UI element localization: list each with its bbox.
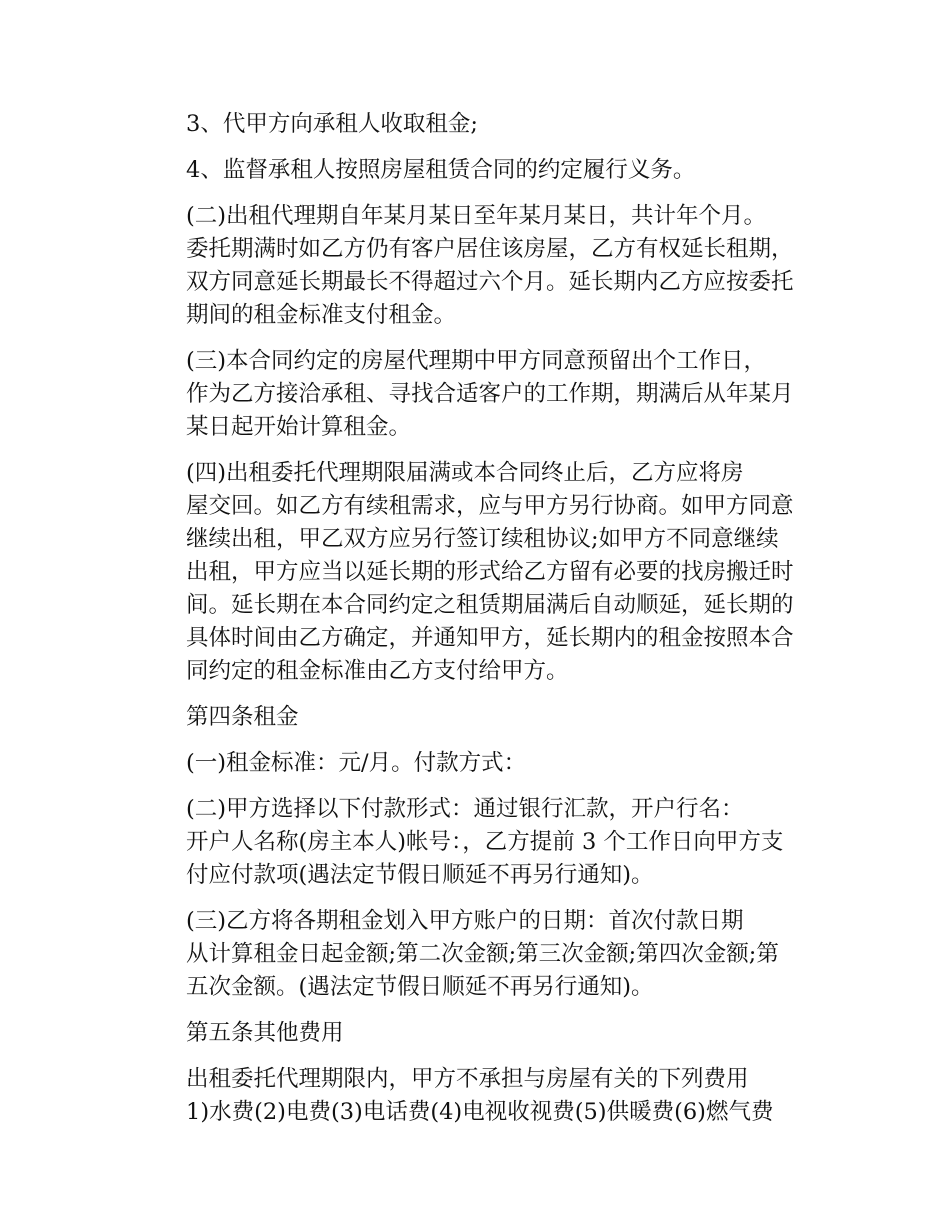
section-heading bbox=[141, 1017, 821, 1050]
text-line: 期间的租金标准支付租金。 bbox=[186, 302, 457, 328]
paragraph bbox=[141, 747, 821, 780]
paragraph bbox=[141, 793, 821, 892]
paragraph bbox=[141, 1063, 821, 1129]
paragraph bbox=[141, 200, 821, 332]
text-line: (一)租金标准：元/月。付款方式： bbox=[186, 750, 527, 776]
text-line: 继续出租，甲乙双方应另行签订续租协议;如甲方不同意继续 bbox=[186, 526, 779, 552]
text-line: 开户人名称(房主本人)帐号：，乙方提前 3 个工作日向甲方支 bbox=[186, 829, 784, 855]
text-line: 付应付款项(遇法定节假日顺延不再另行通知)。 bbox=[186, 862, 654, 888]
paragraph bbox=[141, 457, 821, 688]
text-line: 3、代甲方向承租人收取租金; bbox=[186, 111, 478, 137]
text-line: (二)甲方选择以下付款形式：通过银行汇款，开户行名： bbox=[186, 796, 744, 822]
paragraph bbox=[141, 905, 821, 1004]
text-line: 第四条租金 bbox=[186, 704, 299, 730]
text-line: 第五条其他费用 bbox=[186, 1020, 344, 1046]
section-heading bbox=[141, 701, 821, 734]
text-line: 4、监督承租人按照房屋租赁合同的约定履行义务。 bbox=[186, 157, 696, 183]
text-line: 从计算租金日起金额;第二次金额;第三次金额;第四次金额;第 bbox=[186, 941, 779, 967]
document-page bbox=[141, 108, 821, 1142]
text-line: (三)本合同约定的房屋代理期中甲方同意预留出个工作日， bbox=[186, 348, 767, 374]
text-line: 同约定的租金标准由乙方支付给甲方。 bbox=[186, 658, 569, 684]
text-line: (二)出租代理期自年某月某日至年某月某日，共计年个月。 bbox=[186, 203, 767, 229]
text-line: 某日起开始计算租金。 bbox=[186, 414, 412, 440]
text-line: 具体时间由乙方确定，并通知甲方，延长期内的租金按照本合 bbox=[186, 625, 794, 651]
text-line: (三)乙方将各期租金划入甲方账户的日期：首次付款日期 bbox=[186, 908, 744, 934]
text-line: 委托期满时如乙方仍有客户居住该房屋，乙方有权延长租期， bbox=[186, 236, 794, 262]
text-line: 五次金额。(遇法定节假日顺延不再另行通知)。 bbox=[186, 974, 654, 1000]
text-line: (四)出租委托代理期限届满或本合同终止后，乙方应将房 bbox=[186, 460, 744, 486]
text-line: 1)水费(2)电费(3)电话费(4)电视收视费(5)供暖费(6)燃气费 bbox=[186, 1099, 774, 1125]
text-line: 屋交回。如乙方有续租需求，应与甲方另行协商。如甲方同意 bbox=[186, 493, 794, 519]
paragraph bbox=[141, 345, 821, 444]
text-line: 出租，甲方应当以延长期的形式给乙方留有必要的找房搬迁时 bbox=[186, 559, 794, 585]
paragraph bbox=[141, 154, 821, 187]
text-line: 间。延长期在本合同约定之租赁期届满后自动顺延，延长期的 bbox=[186, 592, 794, 618]
text-line: 作为乙方接洽承租、寻找合适客户的工作期，期满后从年某月 bbox=[186, 381, 794, 407]
text-line: 出租委托代理期限内，甲方不承担与房屋有关的下列费用 bbox=[186, 1066, 749, 1092]
text-line: 双方同意延长期最长不得超过六个月。延长期内乙方应按委托 bbox=[186, 269, 794, 295]
paragraph bbox=[141, 108, 821, 141]
